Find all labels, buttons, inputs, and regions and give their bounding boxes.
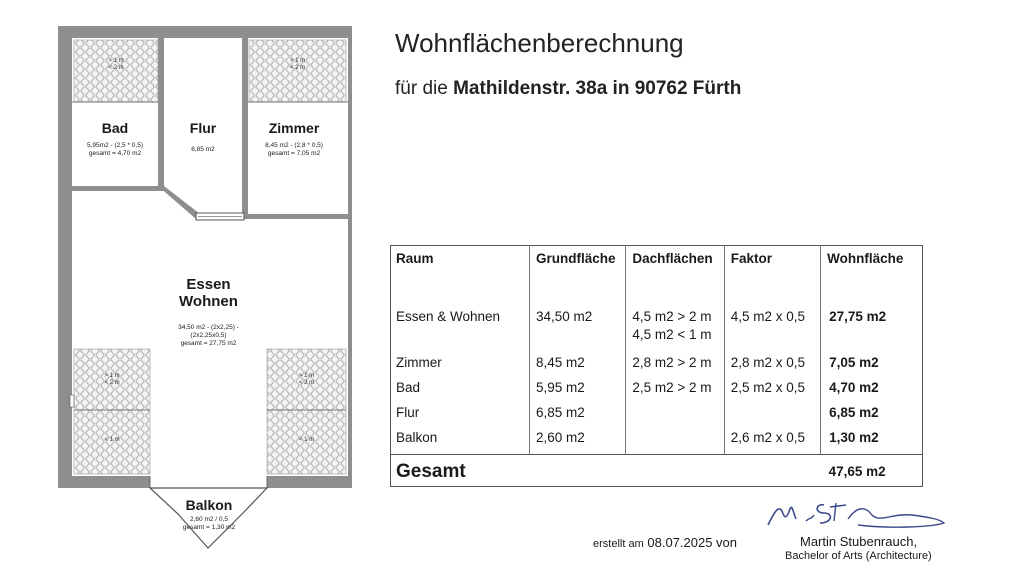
essen-left-upper2: < 2 m bbox=[104, 380, 120, 386]
essen-right-upper: > 1 m bbox=[298, 373, 315, 379]
essen-total: gesamt = 27,75 m2 bbox=[180, 340, 237, 347]
room-label-balkon: Balkon bbox=[185, 497, 233, 513]
balkon-calc: 2,60 m2 / 0,5 bbox=[190, 516, 228, 523]
table-total-row bbox=[390, 455, 923, 490]
room-label-flur: Flur bbox=[189, 120, 217, 136]
essen-right-upper2: < 2 m bbox=[298, 380, 315, 386]
room-label-wohnen: Wohnen bbox=[179, 293, 238, 310]
cell-grund: 34,50 m2 bbox=[530, 306, 626, 354]
cell-wohn: 27,75 m2 bbox=[821, 306, 923, 354]
cell-grund: 8,45 m2 bbox=[530, 354, 626, 379]
page-subtitle bbox=[395, 78, 741, 100]
created-line bbox=[593, 535, 737, 550]
header-raum: Raum bbox=[396, 251, 434, 266]
wall-bad-bottom bbox=[72, 186, 164, 191]
total-label: Gesamt bbox=[390, 455, 821, 490]
zimmer-total: gesamt = 7,05 m2 bbox=[267, 150, 321, 157]
cell-grund: 5,95 m2 bbox=[530, 379, 626, 404]
header-wohnflaeche: Wohnfläche bbox=[821, 245, 923, 281]
cell-raum: Balkon bbox=[396, 430, 438, 445]
signer-qualification: Bachelor of Arts (Architecture) bbox=[785, 550, 932, 562]
bad-height-lower: < 2 m bbox=[108, 65, 124, 71]
bad-total: gesamt = 4,70 m2 bbox=[88, 150, 142, 157]
header-grundflaeche: Grundfläche bbox=[530, 245, 626, 281]
header-dachflaechen: Dachflächen bbox=[626, 245, 724, 281]
wall-zimmer-bottom bbox=[244, 214, 348, 219]
subtitle-prefix: für die bbox=[395, 78, 454, 99]
bad-height-upper: > 1 m bbox=[108, 58, 124, 64]
cell-wohn: 1,30 m2 bbox=[821, 429, 923, 455]
cell-dach bbox=[626, 404, 724, 429]
room-label-bad: Bad bbox=[101, 120, 129, 136]
cell-faktor: 2,5 m2 x 0,5 bbox=[724, 379, 820, 404]
table-row bbox=[390, 404, 923, 429]
cell-raum: Essen & Wohnen bbox=[396, 309, 501, 324]
created-prefix: erstellt am bbox=[593, 538, 644, 550]
cell-wohn: 7,05 m2 bbox=[821, 354, 923, 379]
cell-faktor: 2,8 m2 x 0,5 bbox=[724, 354, 820, 379]
table-row bbox=[390, 429, 923, 455]
header-faktor: Faktor bbox=[724, 245, 820, 281]
created-date: 08.07.2025 von bbox=[647, 535, 738, 550]
area-table bbox=[390, 245, 923, 489]
essen-calc-line1: 34,50 m2 - (2x2,25) - bbox=[178, 324, 239, 331]
zimmer-calc: 8,45 m2 - (2,8 * 0,5) bbox=[265, 142, 323, 149]
room-label-essen: Essen bbox=[186, 276, 231, 293]
cell-raum: Flur bbox=[396, 405, 420, 420]
table-row bbox=[390, 354, 923, 379]
signature bbox=[762, 495, 952, 535]
cell-dach bbox=[626, 429, 724, 455]
cell-wohn: 6,85 m2 bbox=[821, 404, 923, 429]
essen-right-lower: < 1 m bbox=[298, 437, 315, 443]
zimmer-height-lower: < 2 m bbox=[289, 65, 306, 71]
table-header-row bbox=[390, 245, 923, 281]
roof-area-right bbox=[267, 349, 346, 474]
flur-calc: 6,85 m2 bbox=[191, 146, 215, 153]
total-value: 47,65 m2 bbox=[821, 455, 923, 490]
subtitle-address: Mathildenstr. 38a in 90762 Fürth bbox=[453, 78, 742, 99]
table-row bbox=[390, 379, 923, 404]
cell-dach-line2: 4,5 m2 < 1 m bbox=[632, 327, 712, 342]
room-label-zimmer: Zimmer bbox=[268, 120, 320, 136]
signer-name: Martin Stubenrauch, bbox=[800, 534, 918, 549]
bad-calc: 5,95m2 - (2,5 * 0,5) bbox=[87, 142, 143, 149]
essen-left-lower: < 1 m bbox=[104, 437, 120, 443]
cell-dach: 2,5 m2 > 2 m bbox=[626, 379, 724, 404]
table-spacer-row bbox=[390, 281, 923, 306]
essen-left-upper: > 1 m bbox=[104, 373, 120, 379]
cell-faktor bbox=[724, 404, 820, 429]
page-title: Wohnflächenberechnung bbox=[395, 28, 684, 58]
essen-calc-line2: (2x2,25x0,5) bbox=[190, 332, 227, 339]
cell-grund: 2,60 m2 bbox=[530, 429, 626, 455]
cell-faktor: 4,5 m2 x 0,5 bbox=[724, 306, 820, 354]
cell-raum: Zimmer bbox=[396, 355, 442, 370]
cell-dach bbox=[626, 306, 724, 354]
roof-area-left bbox=[74, 349, 150, 474]
signer-block bbox=[785, 534, 932, 562]
zimmer-height-upper: > 1 m bbox=[289, 58, 306, 64]
cell-dach: 2,8 m2 > 2 m bbox=[626, 354, 724, 379]
wall-bad-flur bbox=[158, 38, 164, 188]
table-row bbox=[390, 306, 923, 354]
cell-wohn: 4,70 m2 bbox=[821, 379, 923, 404]
cell-dach-line1: 4,5 m2 > 2 m bbox=[632, 309, 712, 324]
cell-raum: Bad bbox=[396, 380, 421, 395]
cell-faktor: 2,6 m2 x 0,5 bbox=[724, 429, 820, 455]
balkon-total: gesamt = 1,30 m2 bbox=[182, 524, 236, 531]
cell-grund: 6,85 m2 bbox=[530, 404, 626, 429]
